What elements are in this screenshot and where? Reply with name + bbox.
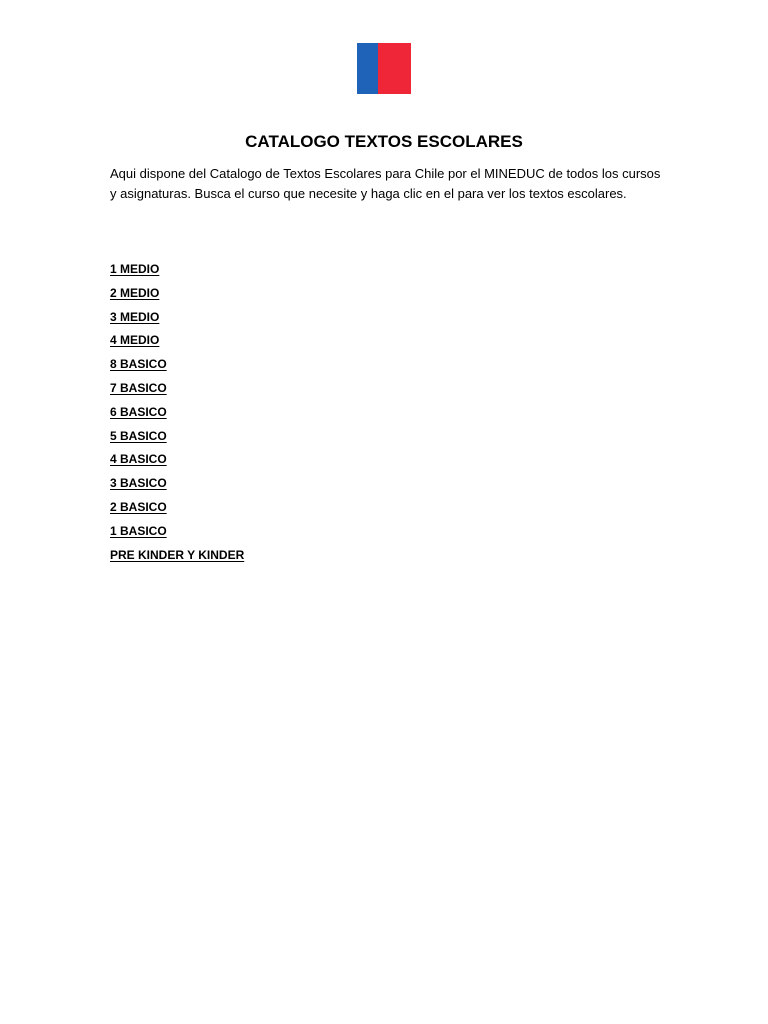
list-item — [110, 427, 244, 451]
flag-red-stripe — [378, 43, 411, 94]
course-link-5-basico[interactable]: 5 BASICO — [110, 428, 167, 443]
course-link-4-medio[interactable]: 4 MEDIO — [110, 333, 160, 348]
course-link-1-medio[interactable]: 1 MEDIO — [110, 262, 160, 276]
list-item — [110, 498, 244, 522]
intro-paragraph: Aqui dispone del Catalogo de Textos Escolares para Chile por el MINEDUC de todos los cursos y asignaturas. Busca el curso que necesite y haga clic en el para ver los textos escolares. — [110, 166, 661, 201]
list-item — [110, 331, 244, 355]
course-link-3-medio[interactable]: 3 MEDIO — [110, 309, 160, 324]
list-item — [110, 450, 244, 474]
list-item — [110, 355, 244, 379]
list-item — [110, 379, 244, 403]
list-item — [110, 260, 244, 284]
course-link-7-basico[interactable]: 7 BASICO — [110, 380, 167, 395]
list-item — [110, 403, 244, 427]
course-link-4-basico[interactable]: 4 BASICO — [110, 452, 167, 467]
list-item — [110, 546, 244, 570]
course-link-pre-kinder-y-kinder[interactable]: PRE KINDER Y KINDER — [110, 547, 245, 562]
course-list — [110, 260, 244, 569]
list-item — [110, 522, 244, 546]
flag-blue-stripe — [357, 43, 378, 94]
list-item — [110, 284, 244, 308]
page-title: CATALOGO TEXTOS ESCOLARES — [245, 132, 523, 151]
course-link-3-basico[interactable]: 3 BASICO — [110, 476, 167, 491]
list-item — [110, 474, 244, 498]
course-link-1-basico[interactable]: 1 BASICO — [110, 523, 167, 538]
course-link-8-basico[interactable]: 8 BASICO — [110, 357, 167, 372]
course-link-6-basico[interactable]: 6 BASICO — [110, 404, 167, 419]
chile-flag-icon — [357, 43, 411, 94]
course-link-2-basico[interactable]: 2 BASICO — [110, 499, 167, 514]
list-item — [110, 308, 244, 332]
course-link-2-medio[interactable]: 2 MEDIO — [110, 285, 160, 300]
